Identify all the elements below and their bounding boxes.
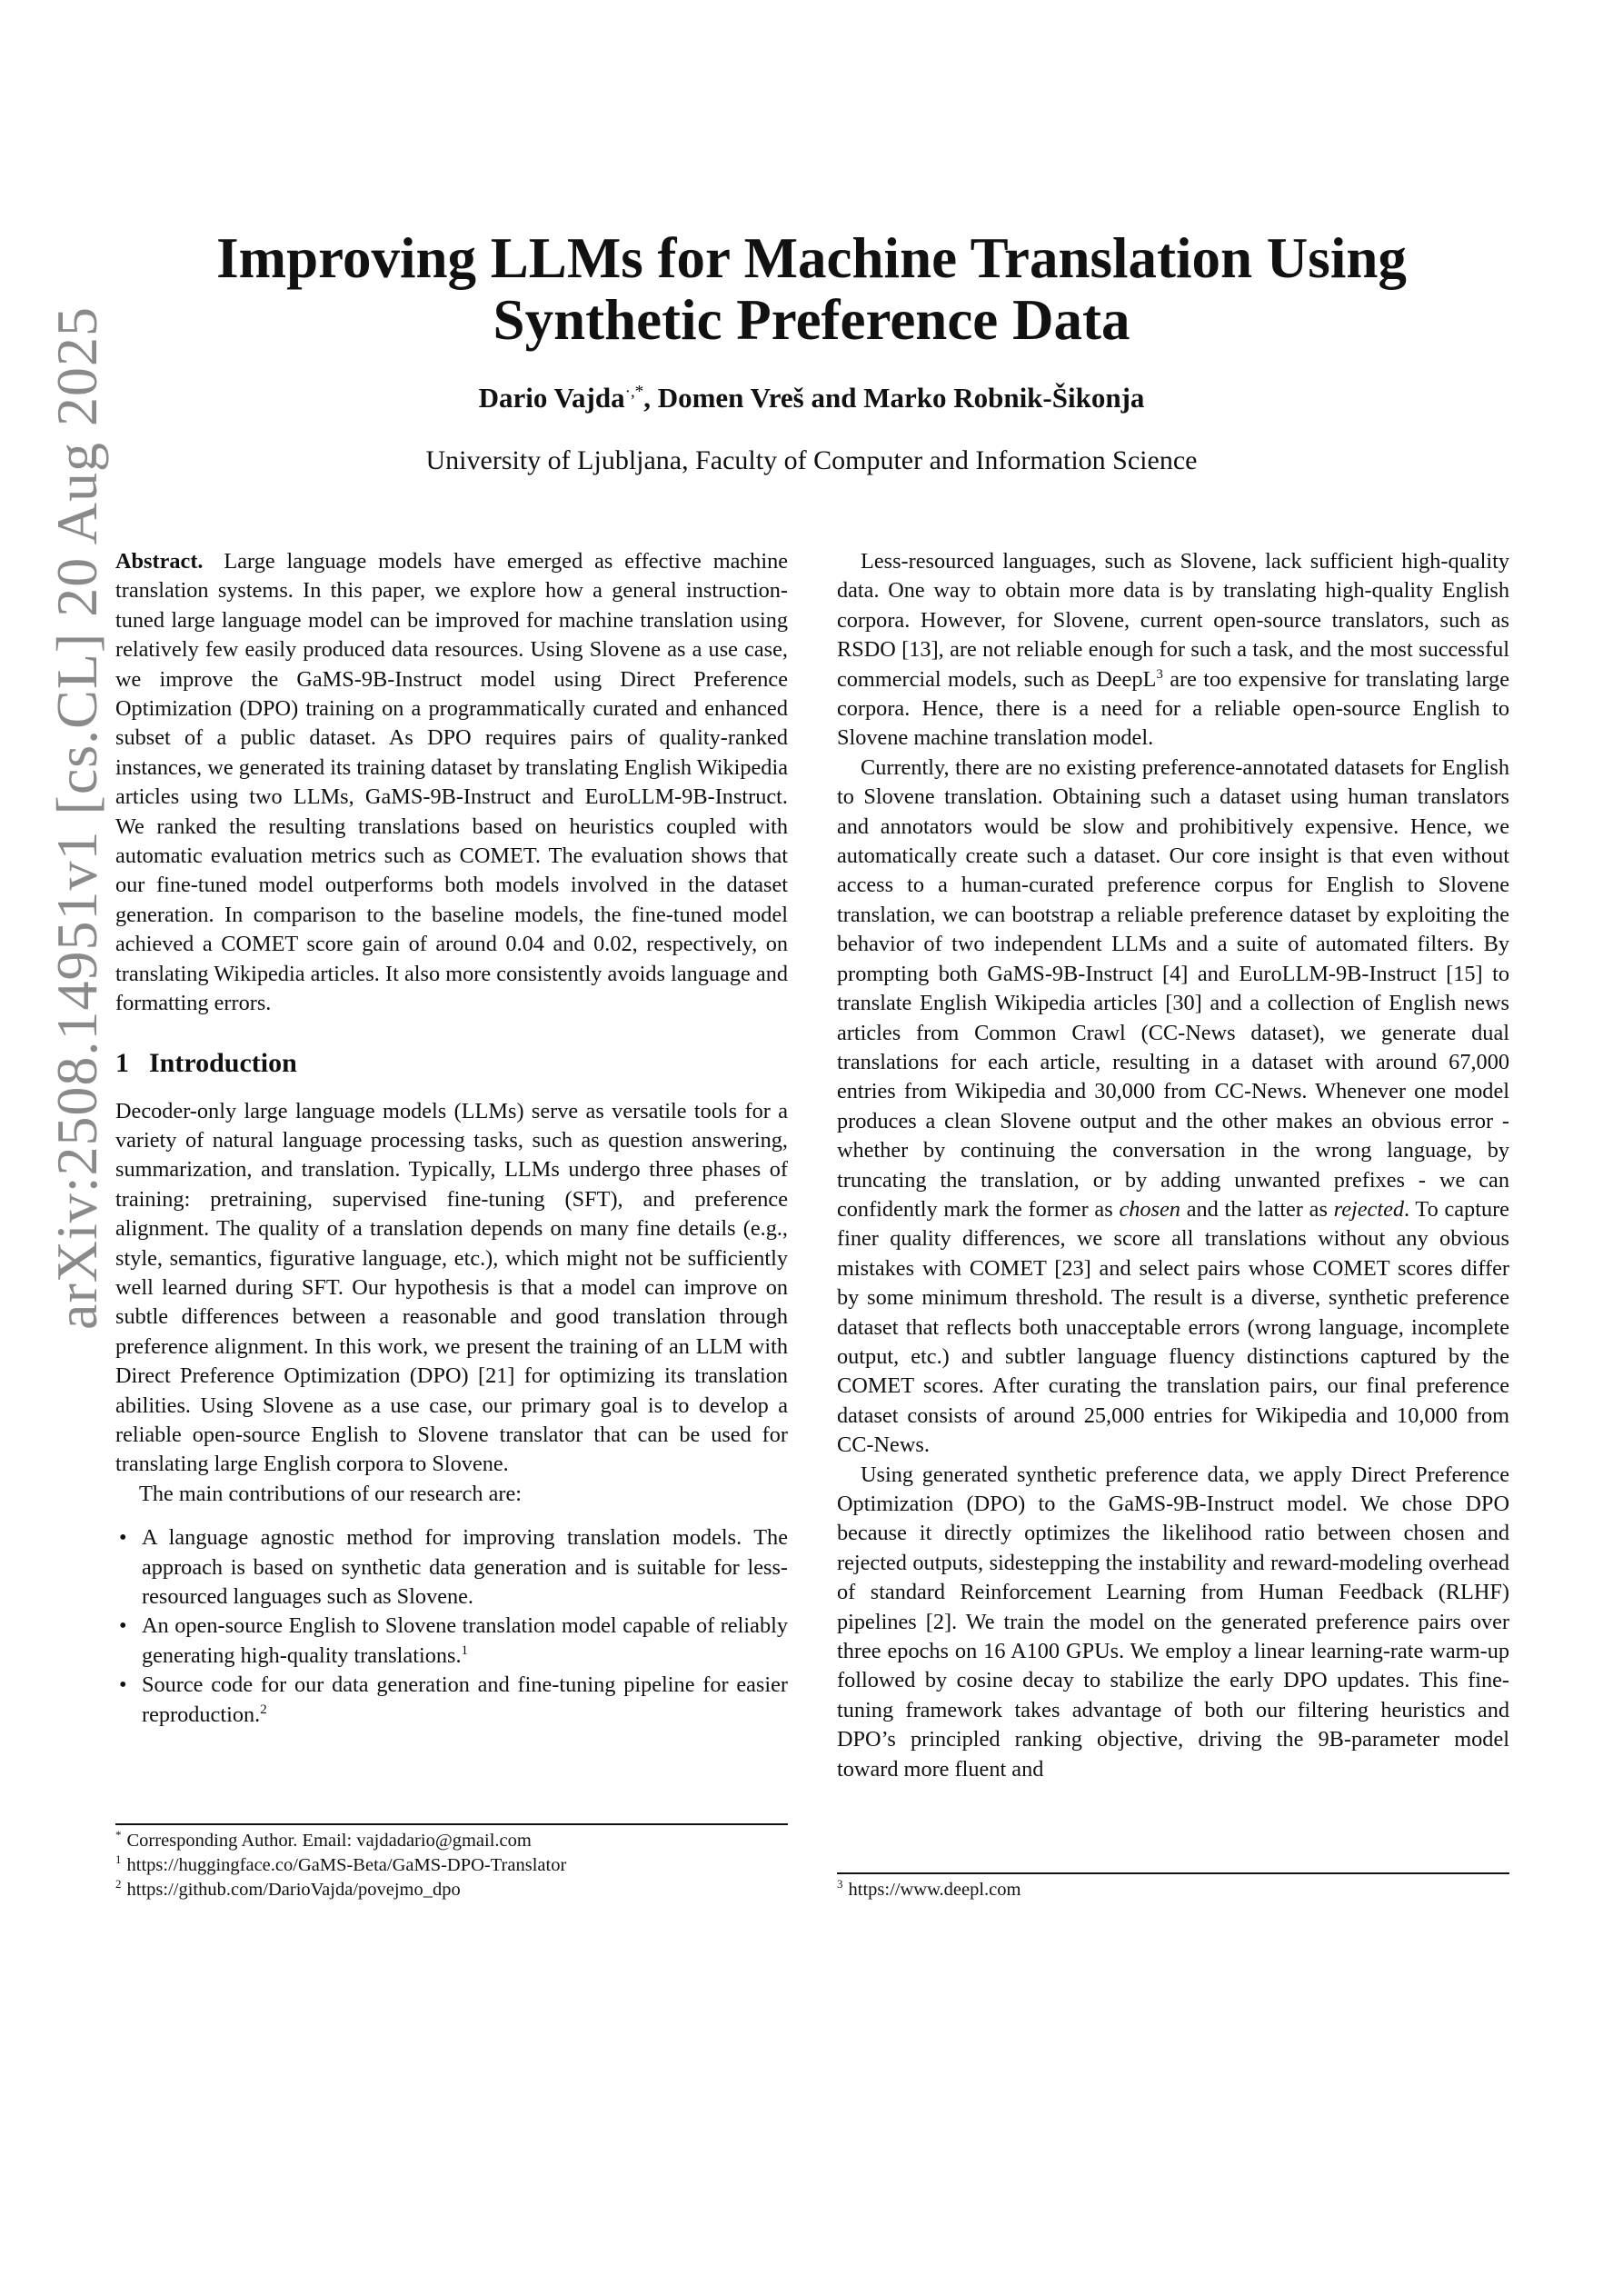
footnote-mark: 2 bbox=[115, 1877, 122, 1892]
emphasis-chosen: chosen bbox=[1119, 1196, 1180, 1222]
footnote-rule-right bbox=[837, 1872, 1509, 1874]
abstract bbox=[115, 547, 788, 1019]
affiliation: University of Ljubljana, Faculty of Computer and Information Science bbox=[425, 445, 1198, 475]
paper-title bbox=[145, 227, 1478, 351]
footnote-text: https://huggingface.co/GaMS-Beta/GaMS-DPO-Translator bbox=[126, 1855, 567, 1875]
footnote bbox=[115, 1829, 566, 1853]
right-paragraph-1 bbox=[837, 547, 1509, 754]
footnote-mark: 3 bbox=[1156, 666, 1163, 682]
abstract-label: Abstract. bbox=[115, 549, 204, 574]
footnote-rule-left bbox=[115, 1823, 788, 1825]
list-item-text: Source code for our data generation and fine-tuning pipeline for easier reproduction. bbox=[142, 1672, 788, 1727]
paragraph-text: Currently, there are no existing preference-annotated datasets for English to Slovene translation. Obtaining such a dataset using human translators and annotators would be slow and prohibitively expensive. Hence, we automatically create such a dataset. Our core insight is that even without access to a human-curated preference corpus for English to Slovene translation, we can bootstrap a reliable preference dataset by exploiting the behavior of two independent LLMs and a suite of automated filters. By prompting both GaMS-9B-Instruct [4] and EuroLLM-9B-Instruct [15] to translate English Wikipedia articles [30] and a collection of English news articles from Common Crawl (CC-News dataset), we generate dual translations for each article, resulting in a dataset with around 67,000 entries from Wikipedia and 30,000 from CC-News. Whenever one model produces a clean Slovene output and the other makes an obvious error - whether by continuing the conversation in the wrong language, by truncating the translation, or by adding unwanted prefixes - we can confidently mark the former as bbox=[837, 754, 1509, 1222]
footnote-mark: 1 bbox=[115, 1852, 122, 1867]
bullet-icon: • bbox=[119, 1672, 127, 1698]
footnote-mark: * bbox=[115, 1828, 122, 1842]
footnotes-left bbox=[115, 1829, 566, 1902]
list-item-text: A language agnostic method for improving translation models. The approach is based on synthetic data generation and is suitable for less-resourced languages such as Slovene. bbox=[142, 1525, 788, 1609]
author-rest: , Domen Vreš and Marko Robnik-Šikonja bbox=[643, 382, 1145, 414]
right-paragraph-3: Using generated synthetic preference data, we apply Direct Preference Optimization (DPO) to the GaMS-9B-Instruct model. We chose DPO because it directly optimizes the likelihood ratio between chosen and rejected outputs, sidestepping the instability and reward-modeling overhead of standard Reinforcement Learning from Human Feedback (RLHF) pipelines [2]. We train the model on the generated preference pairs over three epochs on 16 A100 GPUs. We employ a linear learning-rate warm-up followed by cosine decay to stabilize the early DPO updates. This fine-tuning framework takes advantage of both our filtering heuristics and DPO’s principled ranking objective, driving the 9B-parameter model toward more fluent and bbox=[837, 1462, 1509, 1782]
intro-paragraph-2: The main contributions of our research are: bbox=[139, 1481, 522, 1506]
author-list bbox=[145, 380, 1478, 416]
paragraph-text: . To capture finer quality differences, we score all translations without any obvious mistakes with COMET [23] and select pairs whose COMET scores differ by some minimum threshold. The result is a diverse, synthetic preference dataset that reflects both unacceptable errors (wrong language, incomplete output, etc.) and subtler language fluency distinctions captured by the COMET scores. After curating the translation pairs, our final preference dataset consists of around 25,000 entries for Wikipedia and 10,000 from CC-News. bbox=[837, 1196, 1509, 1458]
list-item bbox=[115, 1671, 788, 1730]
abstract-text: Large language models have emerged as effective machine translation systems. In this paper, we explore how a general instruction-tuned large language model can be improved for machine translation using relatively few easily produced data resources. Using Slovene as a use case, we improve the GaMS-9B-Instruct model using Direct Preference Optimization (DPO) training on a programmatically curated and enhanced subset of a public dataset. As DPO requires pairs of quality-ranked instances, we generated its training dataset by translating English Wikipedia articles using two LLMs, GaMS-9B-Instruct and EuroLLM-9B-Instruct. We ranked the resulting translations based on heuristics coupled with automatic evaluation metrics such as COMET. The evaluation shows that our fine-tuned model outperforms both models involved in the dataset generation. In comparison to the baseline models, the fine-tuned model achieved a COMET score gain of around 0.04 and 0.02, respectively, on translating Wikipedia articles. It also more consistently avoids language and formatting errors. bbox=[115, 549, 789, 1016]
arxiv-stamp: arXiv:2508.14951v1 [cs.CL] 20 Aug 2025 bbox=[45, 306, 109, 1330]
footnote bbox=[115, 1853, 566, 1878]
footnote-mark: 3 bbox=[837, 1877, 843, 1892]
author-first-mark: ·,* bbox=[624, 382, 644, 402]
footnote bbox=[837, 1878, 1021, 1902]
footnotes-right bbox=[837, 1878, 1021, 1902]
emphasis-rejected: rejected bbox=[1333, 1196, 1405, 1222]
title-line-2: Synthetic Preference Data bbox=[493, 288, 1130, 352]
title-line-1: Improving LLMs for Machine Translation Using bbox=[216, 226, 1407, 290]
intro-paragraph-1: Decoder-only large language models (LLMs) serve as versatile tools for a variety of natural language processing tasks, such as question answering, summarization, and translation. Typically, LLMs undergo three phases of training: pretraining, supervised fine-tuning (SFT), and preference alignment. The quality of a translation depends on many fine details (e.g., style, semantics, figurative language, etc.), which might not be sufficiently well learned during SFT. Our hypothesis is that a model can improve on subtle differences between a reasonable and good translation through preference alignment. In this work, we present the training of an LLM with Direct Preference Optimization (DPO) [21] for optimizing its translation abilities. Using Slovene as a use case, our primary goal is to develop a reliable open-source English to Slovene translator that can be used for translating large English corpora to Slovene. bbox=[115, 1098, 788, 1477]
section-title: Introduction bbox=[149, 1047, 297, 1078]
section-number: 1 bbox=[115, 1047, 129, 1078]
bullet-icon: • bbox=[119, 1525, 127, 1551]
footnote-text: https://github.com/DarioVajda/povejmo_dpo bbox=[126, 1880, 461, 1900]
list-item-text: An open-source English to Slovene translation model capable of reliably generating high-quality translations. bbox=[142, 1613, 788, 1668]
right-column bbox=[837, 547, 1509, 1784]
paragraph-text: are too expensive for translating large corpora. Hence, there is a need for a reliable open-source English to Slovene machine translation model. bbox=[837, 666, 1509, 751]
list-item bbox=[115, 1612, 788, 1671]
paragraph-text: and the latter as bbox=[1180, 1196, 1334, 1222]
list-item bbox=[115, 1523, 788, 1612]
footnote-text: Corresponding Author. Email: vajdadario@gmail.com bbox=[126, 1831, 532, 1851]
author-first: Dario Vajda bbox=[478, 382, 625, 414]
section-heading-introduction bbox=[115, 1046, 788, 1081]
footnote-mark: 2 bbox=[260, 1702, 267, 1717]
footnote-mark: 1 bbox=[461, 1642, 469, 1658]
right-paragraph-2 bbox=[837, 754, 1509, 1461]
left-column bbox=[115, 547, 788, 1730]
bullet-icon: • bbox=[119, 1613, 127, 1639]
footnote bbox=[115, 1878, 566, 1902]
contribution-list bbox=[115, 1523, 788, 1730]
paragraph-text: Less-resourced languages, such as Slovene, lack sufficient high-quality data. One way to obtain more data is by translating high-quality English corpora. However, for Slovene, current open-source translators, such as RSDO [13], are not reliable enough for such a task, and the most successful commercial models, such as DeepL bbox=[837, 549, 1509, 692]
footnote-text: https://www.deepl.com bbox=[848, 1880, 1021, 1900]
